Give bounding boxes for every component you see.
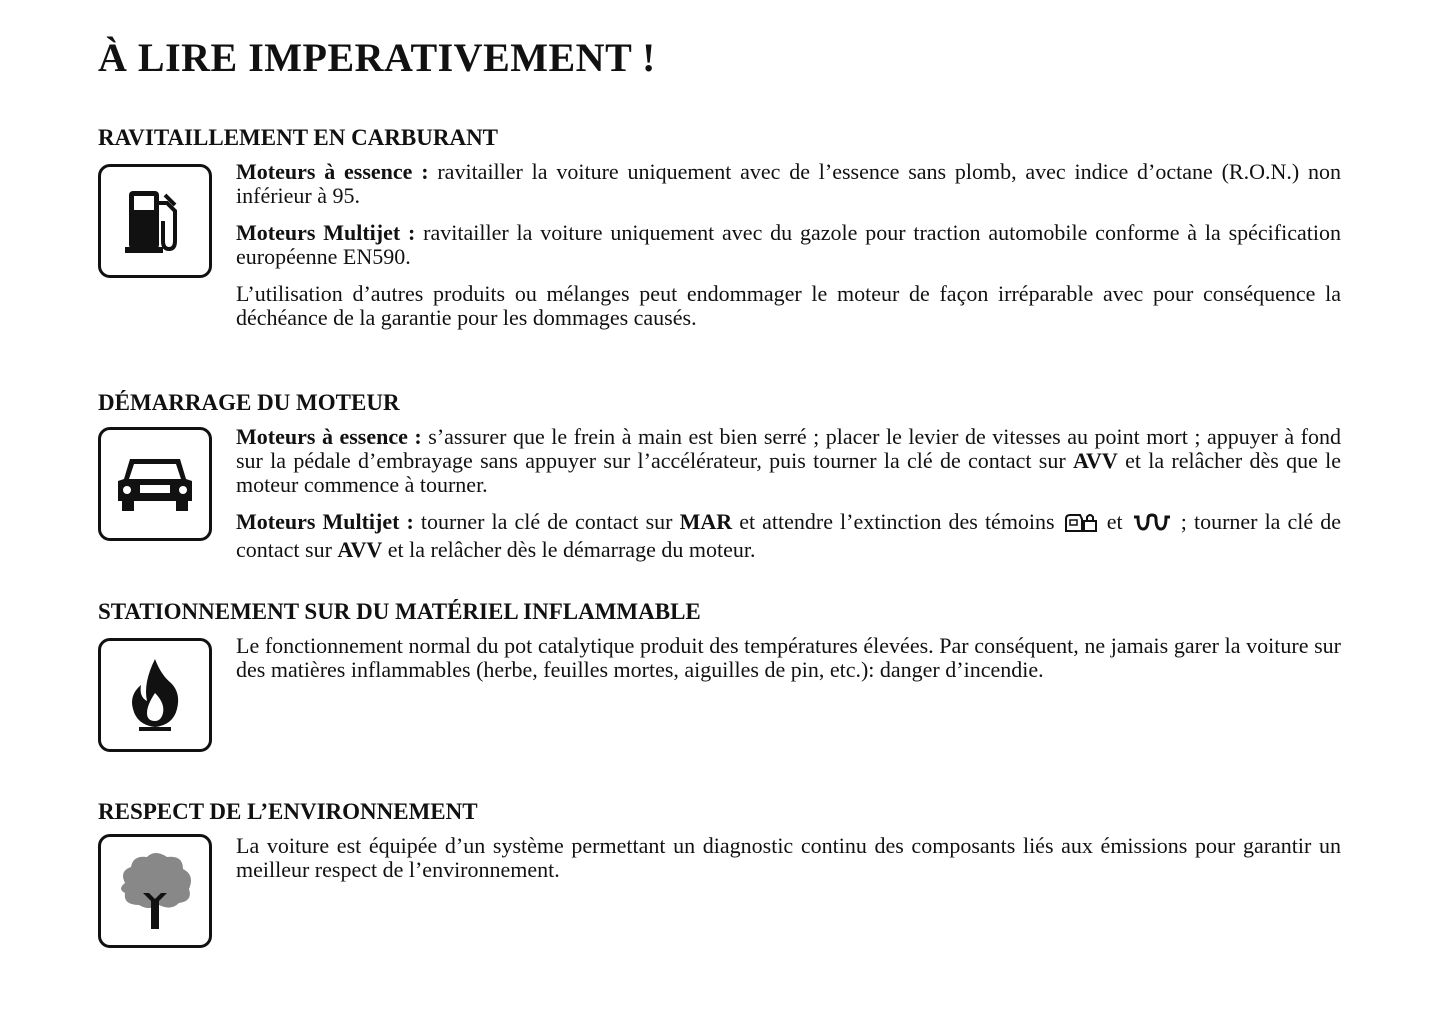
section-refueling: [98, 124, 1341, 343]
section-environment: [98, 798, 1341, 895]
paragraph: Moteurs Multijet : tourner la clé de contact sur MAR et attendre l’extinction des témoins et ; tourner la clé de contact sur AVV et la relâcher dès le démarrage du moteur.: [236, 509, 1341, 562]
paragraph: Moteurs à essence : ravitailler la voiture uniquement avec de l’essence sans plomb, avec indice d’octane (R.O.N.) non inférieur à 95.: [236, 159, 1341, 208]
tree-icon: [98, 834, 212, 948]
section-flammable-parking: [98, 598, 1341, 695]
page-title: À LIRE IMPERATIVEMENT !: [98, 35, 656, 80]
paragraph: Le fonctionnement normal du pot catalytique produit des températures élevées. Par conséquent, ne jamais garer la voiture sur des matières inflammables (herbe, feuilles mortes, aiguilles de pin, etc.): danger d’incendie.: [236, 633, 1341, 682]
immobilizer-warning-icon: [1064, 511, 1098, 538]
flame-icon: [98, 638, 212, 752]
section-title: DÉMARRAGE DU MOTEUR: [98, 390, 400, 415]
paragraph: Moteurs à essence : s’assurer que le frein à main est bien serré ; placer le levier de vitesses au point mort ; appuyer à fond sur la pédale d’embrayage sans appuyer sur l’accélérateur, puis tourner la clé de contact sur AVV et la relâcher dès que le moteur commence à tourner.: [236, 424, 1342, 497]
paragraph: La voiture est équipée d’un système permettant un diagnostic continu des composants liés aux émissions pour garantir un meilleur respect de l’environnement.: [236, 833, 1341, 882]
glow-plug-icon: [1132, 511, 1172, 538]
section-engine-start: [98, 389, 1341, 575]
car-icon: [98, 427, 212, 541]
fuel-pump-icon: [98, 164, 212, 278]
section-title: STATIONNEMENT SUR DU MATÉRIEL INFLAMMABLE: [98, 599, 701, 624]
paragraph: Moteurs Multijet : ravitailler la voiture uniquement avec du gazole pour traction automobile conforme à la spécification européenne EN590.: [236, 220, 1341, 269]
section-title: RESPECT DE L’ENVIRONNEMENT: [98, 799, 478, 824]
section-title: RAVITAILLEMENT EN CARBURANT: [98, 125, 499, 150]
paragraph: L’utilisation d’autres produits ou mélanges peut endommager le moteur de façon irréparable avec pour conséquence la déchéance de la garantie pour les dommages causés.: [236, 281, 1341, 330]
